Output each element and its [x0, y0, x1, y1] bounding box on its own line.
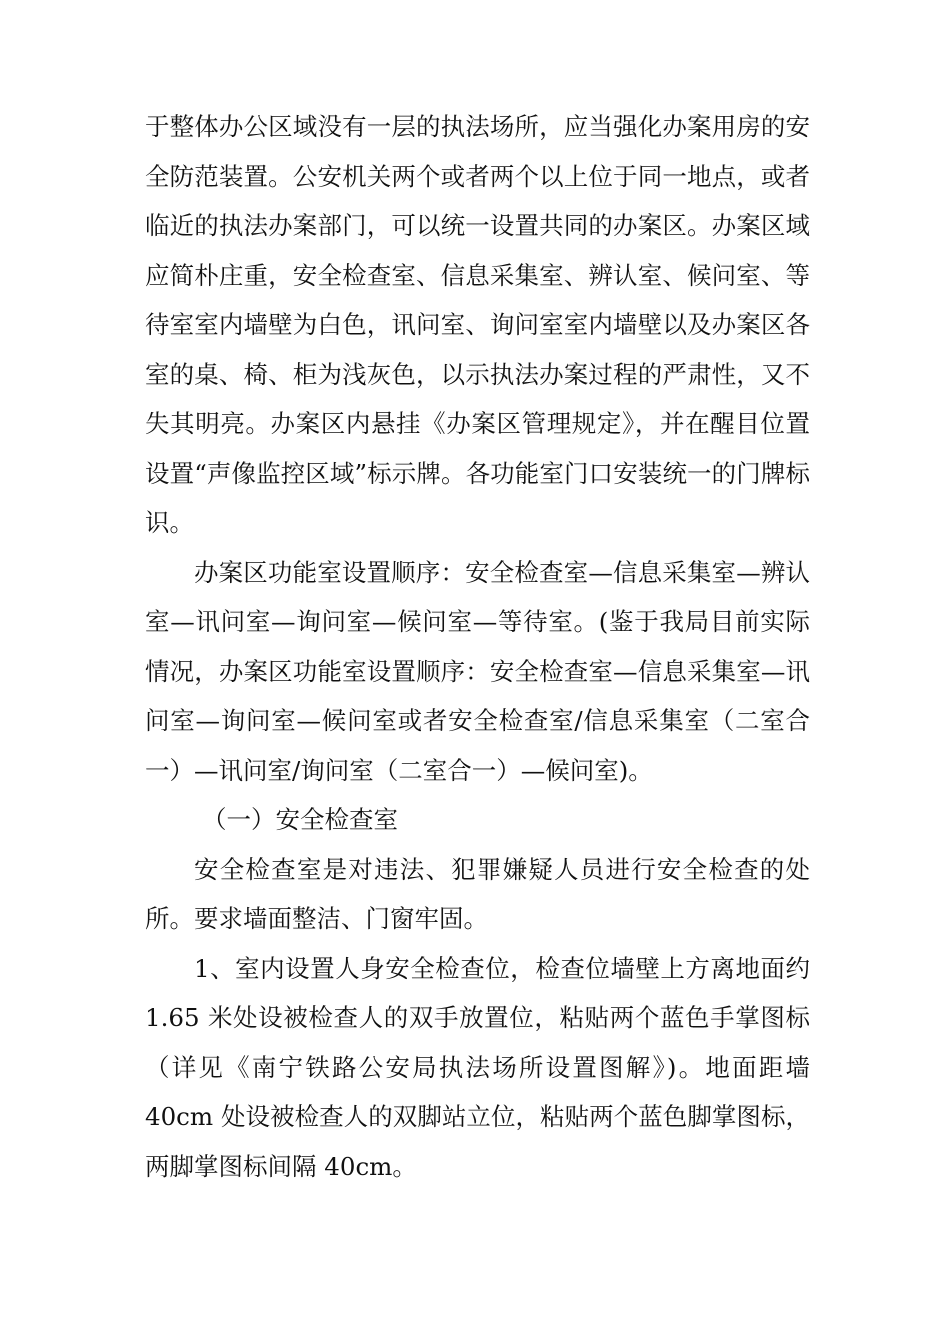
paragraph-security-check-room: 安全检查室是对违法、犯罪嫌疑人员进行安全检查的处所。要求墙面整洁、门窗牢固。: [145, 854, 810, 933]
paragraph-room-order: 办案区功能室设置顺序：安全检查室—信息采集室—辨认室—讯问室—询问室—候问室—等待室。(鉴于我局目前实际情况，办案区功能室设置顺序：安全检查室—信息采集室—讯问室—询问室—候问室或者安全检查室/信息采集室（二室合一）—讯问室/询问室（二室合一）—候问室)。: [145, 557, 810, 785]
document-body: [145, 102, 810, 1191]
paragraph-check-position: 1、室内设置人身安全检查位，检查位墙壁上方离地面约 1.65 米处设被检查人的双手放置位，粘贴两个蓝色手掌图标（详见《南宁铁路公安局执法场所设置图解》)。地面距墙 40cm 处设被检查人的双脚站立位，粘贴两个蓝色脚掌图标，两脚掌图标间隔 40cm。: [145, 953, 810, 1181]
section-heading-security-check-room: （一）安全检查室: [202, 805, 398, 834]
paragraph-office-area: 于整体办公区域没有一层的执法场所，应当强化办案用房的安全防范装置。公安机关两个或者两个以上位于同一地点，或者临近的执法办案部门，可以统一设置共同的办案区。办案区域应简朴庄重，安全检查室、信息采集室、辨认室、候问室、等待室室内墙壁为白色，讯问室、询问室室内墙壁以及办案区各室的桌、椅、柜为浅灰色，以示执法办案过程的严肃性，又不失其明亮。办案区内悬挂《办案区管理规定》，并在醒目位置设置“声像监控区域”标示牌。各功能室门口安装统一的门牌标识。: [145, 112, 810, 537]
